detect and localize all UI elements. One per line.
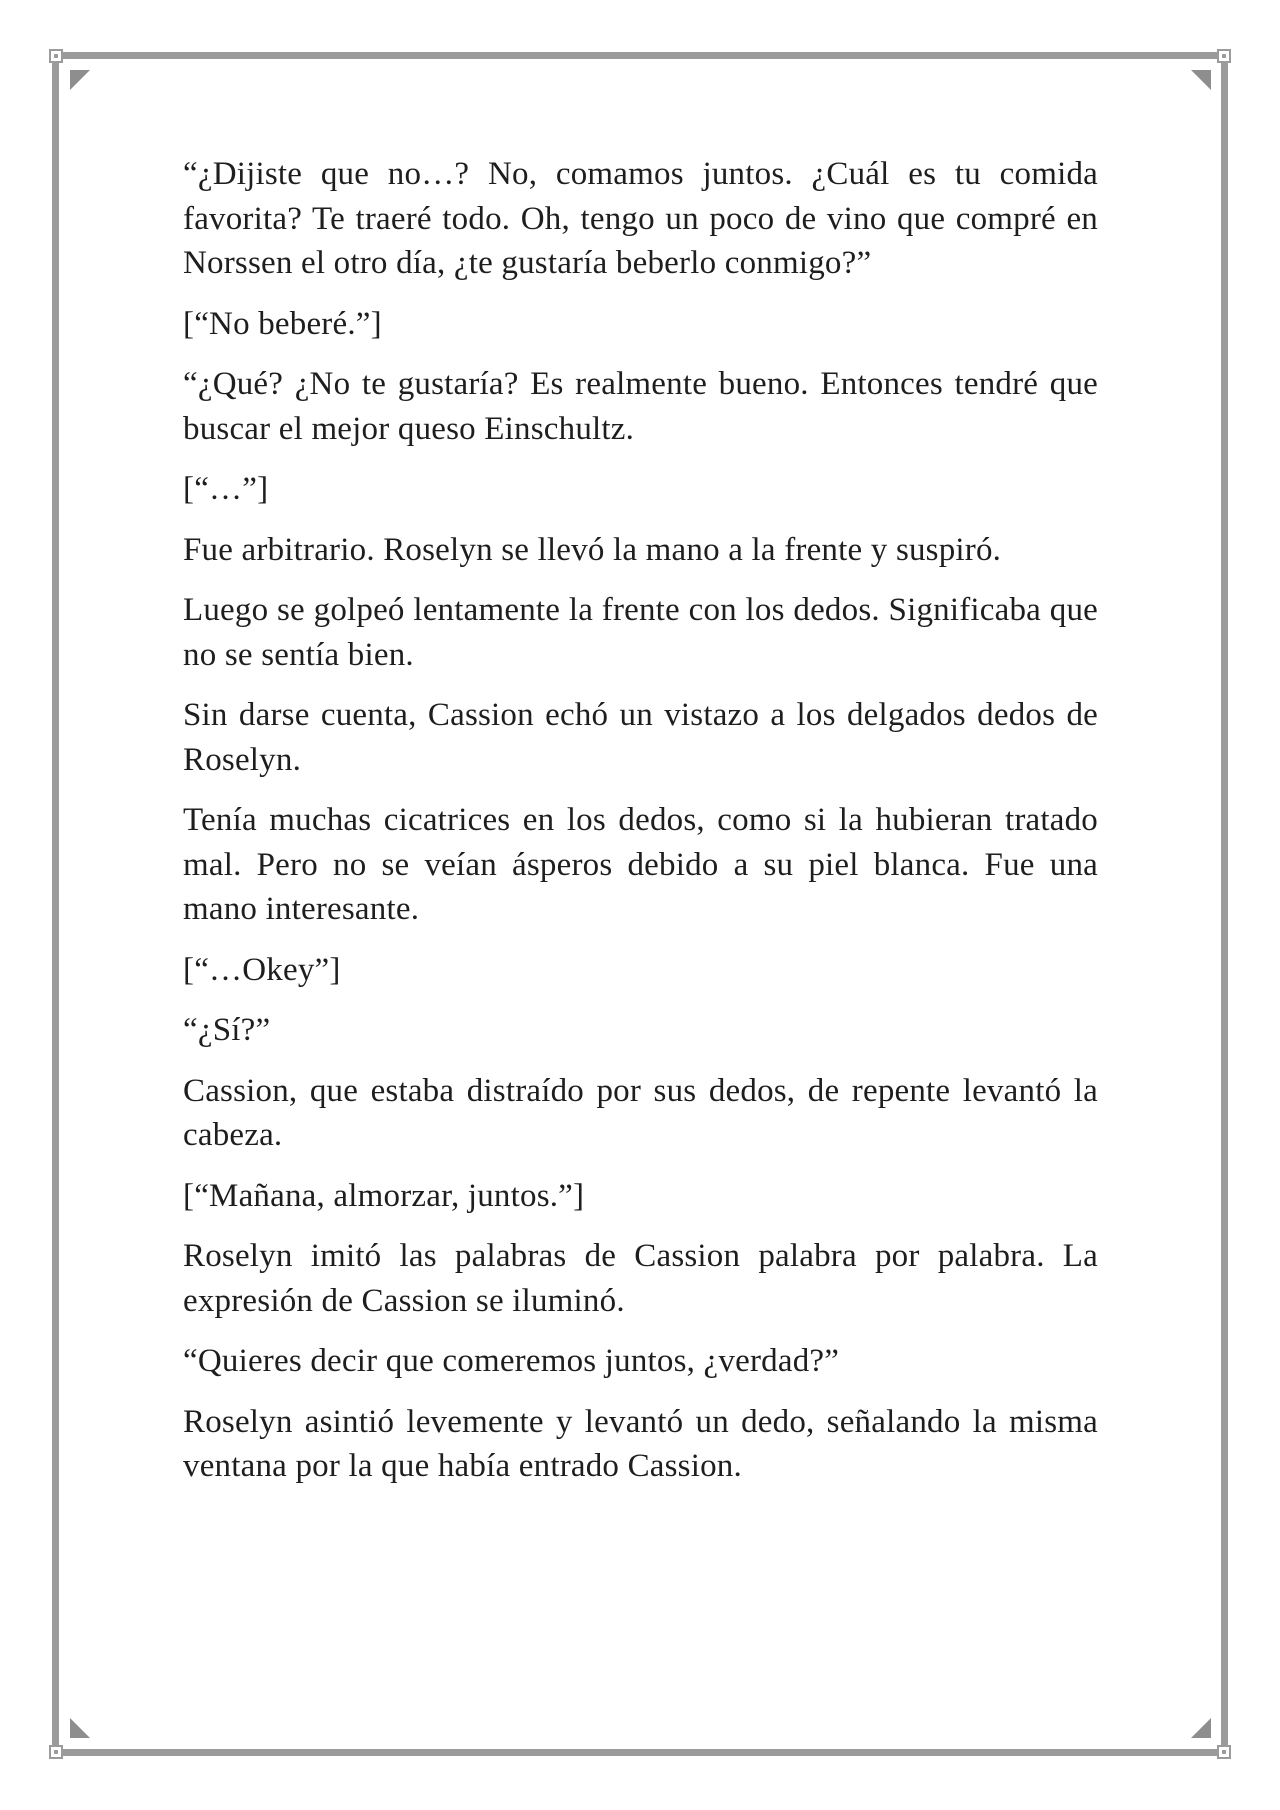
frame-corner-ornament-bottom-left (49, 1745, 63, 1759)
paragraph: “¿Dijiste que no…? No, comamos juntos. ¿Cuál es tu comida favorita? Te traeré todo. Oh, tengo un poco de vino que compré en Norssen el otro día, ¿te gustaría beberlo conmigo?” (183, 156, 1098, 281)
corner-triangle-top-right-icon (1191, 70, 1211, 90)
paragraph: “¿Sí?” (183, 1012, 271, 1048)
corner-triangle-bottom-right-icon (1191, 1718, 1211, 1738)
frame-border-left (52, 63, 59, 1745)
paragraph: Roselyn imitó las palabras de Cassion palabra por palabra. La expresión de Cassion se iluminó. (183, 1238, 1098, 1319)
paragraph: “¿Qué? ¿No te gustaría? Es realmente bueno. Entonces tendré que buscar el mejor queso Einschultz. (183, 366, 1098, 447)
paragraph: Fue arbitrario. Roselyn se llevó la mano a la frente y suspiró. (183, 531, 1002, 568)
paragraph: Luego se golpeó lentamente la frente con los dedos. Significaba que no se sentía bien. (183, 592, 1098, 673)
frame-border-right (1221, 63, 1228, 1745)
paragraph: “Quieres decir que comeremos juntos, ¿verdad?” (183, 1343, 840, 1379)
paragraph: Sin darse cuenta, Cassion echó un vistazo a los delgados dedos de Roselyn. (183, 697, 1098, 778)
frame-border-bottom (63, 1749, 1217, 1756)
paragraph: [“…”] (183, 471, 269, 507)
paragraph: Tenía muchas cicatrices en los dedos, como si la hubieran tratado mal. Pero no se veían ásperos debido a su piel blanca. Fue una mano interesante. (183, 802, 1098, 927)
frame-corner-ornament-top-left (49, 49, 63, 63)
frame-corner-ornament-bottom-right (1217, 1745, 1231, 1759)
paragraph: [“…Okey”] (183, 951, 341, 988)
paragraph: Cassion, que estaba distraído por sus dedos, de repente levantó la cabeza. (183, 1072, 1098, 1153)
paragraph: Roselyn asintió levemente y levantó un dedo, señalando la misma ventana por la que había entrado Cassion. (183, 1403, 1098, 1484)
paragraph: [“No beberé.”] (183, 305, 382, 342)
page-body-text (183, 152, 1098, 1505)
paragraph: [“Mañana, almorzar, juntos.”] (183, 1177, 585, 1214)
corner-triangle-bottom-left-icon (70, 1718, 90, 1738)
corner-triangle-top-left-icon (70, 70, 90, 90)
frame-corner-ornament-top-right (1217, 49, 1231, 63)
frame-border-top (63, 52, 1217, 59)
